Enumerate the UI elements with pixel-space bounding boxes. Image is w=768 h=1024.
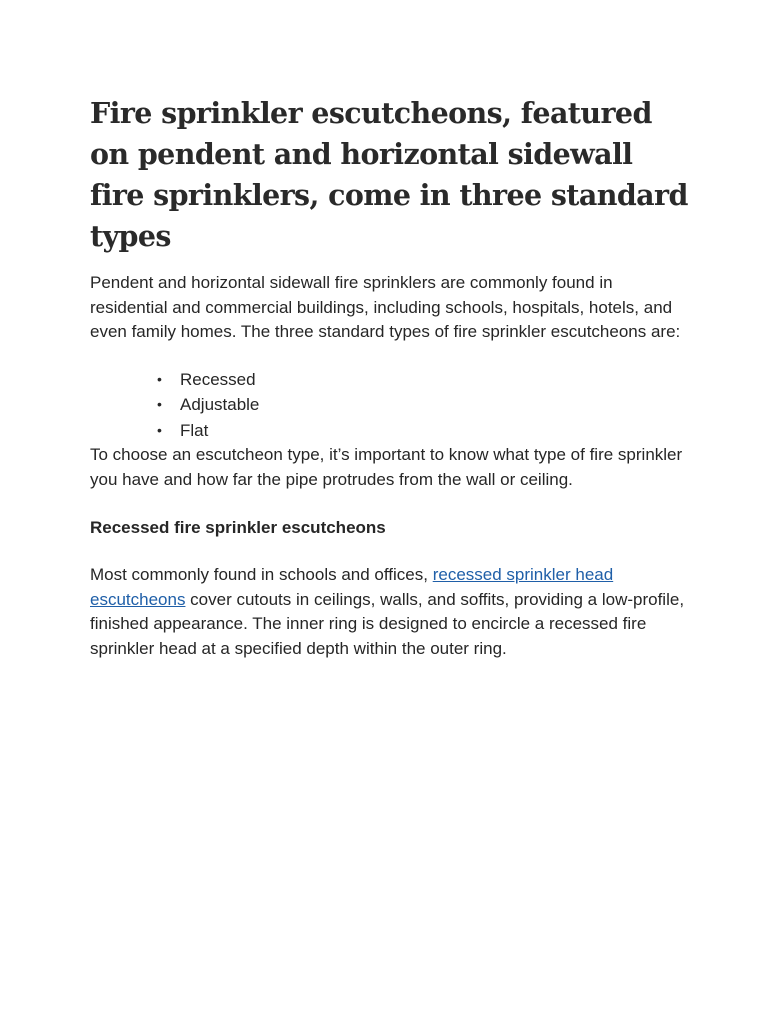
- bullet-icon: •: [157, 370, 162, 387]
- intro-paragraph: Pendent and horizontal sidewall fire sprinklers are commonly found in residential and commercial buildings, including schools, hospitals, hotels, and even family homes. The three standard types of fire sprinkler escutcheons are:: [90, 273, 681, 342]
- article-body: [90, 93, 690, 662]
- recessed-text-before-link: Most commonly found in schools and offices,: [90, 565, 433, 585]
- bullet-icon: •: [157, 396, 162, 413]
- recessed-text-after-link: cover cutouts in ceilings, walls, and soffits, providing a low-profile, finished appearance. The inner ring is designed to encircle a recessed fire sprinkler head at a specified depth within the outer ring.: [90, 589, 685, 658]
- list-item-label: Adjustable: [180, 395, 260, 415]
- list-item: [157, 367, 690, 392]
- list-item: [157, 392, 690, 417]
- list-item-label: Recessed: [180, 369, 256, 389]
- escutcheon-types-list: [90, 367, 690, 443]
- recessed-paragraph: [90, 563, 690, 661]
- list-item: [157, 418, 690, 443]
- article-title: Fire sprinkler escutcheons, featured on pendent and horizontal sidewall fire sprinklers, come in three standard types: [90, 96, 688, 253]
- bullet-icon: •: [157, 421, 162, 438]
- recessed-escutcheons-link[interactable]: recessed sprinkler head escutcheons: [90, 565, 614, 609]
- section-heading-recessed: Recessed fire sprinkler escutcheons: [90, 518, 386, 538]
- choose-type-paragraph: To choose an escutcheon type, it’s important to know what type of fire sprinkler you have and how far the pipe protrudes from the wall or ceiling.: [90, 445, 683, 489]
- list-item-label: Flat: [180, 420, 209, 440]
